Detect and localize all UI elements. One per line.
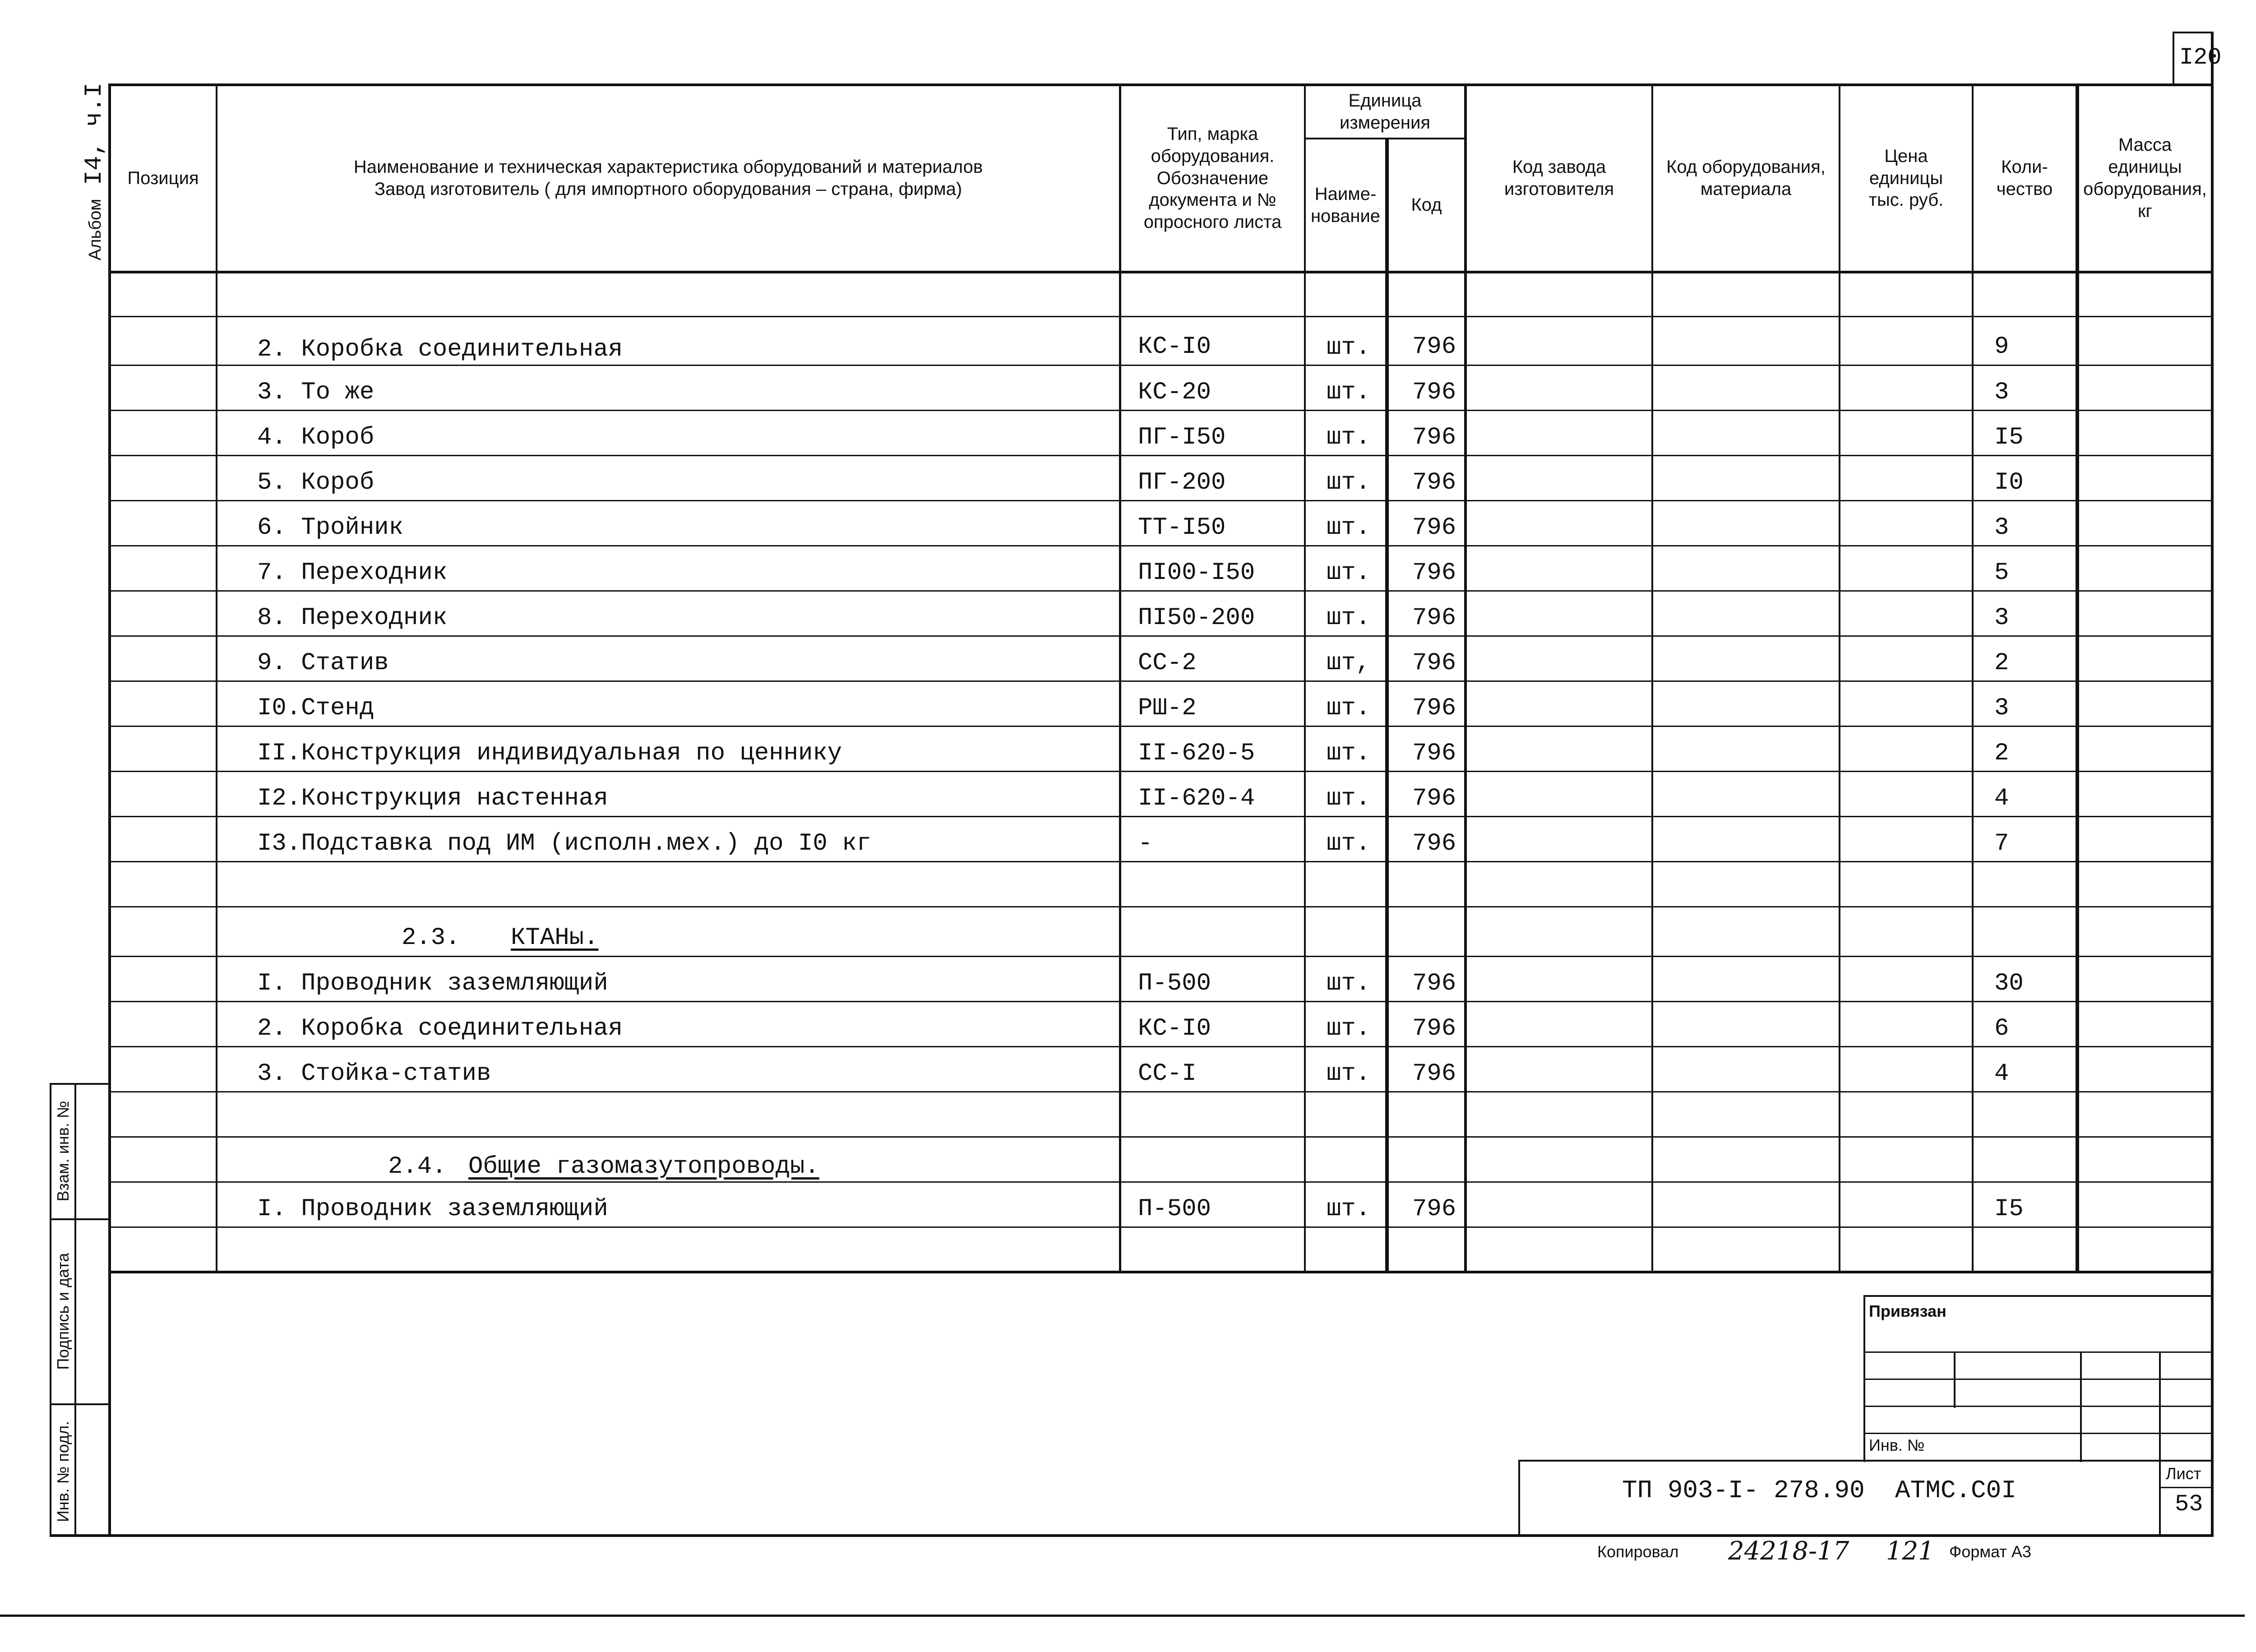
format-label: Формат А3 — [1949, 1542, 2031, 1561]
row-qty: 4 — [1994, 1060, 2009, 1087]
header-type — [1121, 86, 1304, 271]
section-2-4-heading — [388, 1153, 819, 1180]
row-type: СС-2 — [1138, 649, 1197, 677]
header-unit-group-l2: измерения — [1339, 112, 1430, 133]
header-name-line1: Наименование и техническая характеристика оборудований и материалов — [353, 157, 983, 177]
row-rule — [108, 861, 2213, 862]
row-code: 796 — [1412, 970, 1456, 997]
row-qty: 5 — [1994, 559, 2009, 587]
header-type-l1: Тип, марка — [1167, 124, 1258, 144]
row-code: 796 — [1412, 469, 1456, 496]
row-qty: 6 — [1994, 1015, 2009, 1042]
row-type: - — [1138, 830, 1153, 857]
row-qty: I5 — [1994, 424, 2024, 451]
row-rule — [108, 545, 2213, 546]
handwritten-number-2: 121 — [1886, 1536, 1934, 1566]
row-rule — [108, 410, 2213, 411]
title-block-sheet-divider — [2159, 1460, 2161, 1536]
table-bottom-rule — [108, 1271, 2213, 1273]
header-type-l3: Обозначение — [1156, 168, 1269, 188]
row-unit: шт. — [1327, 830, 1371, 857]
row-qty: 3 — [1994, 694, 2009, 722]
row-type: РШ-2 — [1138, 694, 1197, 722]
row-unit: шт. — [1327, 1015, 1371, 1042]
row-qty: 9 — [1994, 333, 2009, 361]
row-type: КС-20 — [1138, 379, 1211, 406]
header-factory-l2: изготовителя — [1504, 179, 1614, 199]
row-qty: 2 — [1994, 649, 2009, 677]
header-qty-l2: чество — [1996, 179, 2053, 199]
header-type-l4: документа и № — [1149, 190, 1276, 210]
row-rule — [108, 590, 2213, 592]
stamp-vzam: Взам. инв. № — [54, 1101, 72, 1202]
row-rule — [108, 500, 2213, 501]
row-qty: I5 — [1994, 1195, 2024, 1223]
title-block-sheet-rule — [2159, 1487, 2213, 1488]
doc-code: ТП 903-I- 278.90 — [1622, 1476, 1865, 1505]
header-unit-group-l1: Единица — [1348, 90, 1422, 111]
doc-mark: АТМС.С0I — [1895, 1476, 2016, 1505]
row-code: 796 — [1412, 514, 1456, 541]
privyazan-col — [1954, 1351, 1956, 1408]
row-rule — [108, 1091, 2213, 1092]
row-qty: 7 — [1994, 830, 2009, 857]
header-equip-l1: Код оборудования, — [1666, 157, 1826, 177]
row-code: 796 — [1412, 424, 1456, 451]
row-qty: 30 — [1994, 970, 2024, 997]
row-name: 9. Статив — [257, 649, 389, 677]
sheet-number: I20 — [2179, 44, 2222, 71]
header-price-l1: Цена — [1884, 146, 1928, 166]
header-unit-code: Код — [1411, 195, 1442, 215]
row-type: П-500 — [1138, 1195, 1211, 1223]
privyazan-inv: Инв. № — [1869, 1436, 1925, 1454]
side-stamp-outer — [50, 1083, 51, 1537]
bottom-rule — [0, 1615, 2245, 1617]
row-rule — [108, 635, 2213, 637]
row-code: 796 — [1412, 649, 1456, 677]
header-factory — [1467, 86, 1651, 271]
row-unit: шт. — [1327, 514, 1371, 541]
row-code: 796 — [1412, 830, 1456, 857]
header-unit-name — [1306, 139, 1385, 271]
row-code: 796 — [1412, 740, 1456, 767]
row-rule — [108, 365, 2213, 366]
row-unit: шт. — [1327, 1195, 1371, 1223]
section-2-3-heading — [402, 924, 598, 952]
header-position: Позиция — [127, 168, 199, 188]
section-2-4-number: 2.4. — [388, 1153, 447, 1180]
row-code: 796 — [1412, 694, 1456, 722]
col-line-unit-name — [1385, 138, 1389, 1273]
row-name: 2. Коробка соединительная — [257, 1015, 623, 1042]
header-price — [1840, 86, 1972, 271]
frame-right — [2211, 32, 2214, 1536]
header-type-l2: оборудования. — [1151, 146, 1275, 166]
sheet-label: Лист — [2166, 1464, 2201, 1483]
row-name: 3. Стойка-статив — [257, 1060, 491, 1087]
row-name: 2. Коробка соединительная — [257, 336, 623, 363]
row-name: I. Проводник заземляющий — [257, 1195, 608, 1223]
section-2-3-title: КТАНы. — [511, 924, 599, 952]
row-type: ТТ-I50 — [1138, 514, 1226, 541]
privyazan-col — [2159, 1351, 2161, 1462]
header-mass — [2079, 86, 2211, 271]
row-rule — [108, 726, 2213, 727]
row-rule — [108, 455, 2213, 456]
header-equipment — [1653, 86, 1839, 271]
title-block-top — [1518, 1460, 2213, 1462]
row-rule — [108, 1046, 2213, 1047]
row-type: КС-I0 — [1138, 1015, 1211, 1042]
handwritten-number: 24218-17 — [1728, 1536, 1849, 1566]
row-name: 5. Короб — [257, 469, 374, 496]
header-unit-group — [1306, 86, 1464, 138]
album-label-text: Альбом — [86, 199, 105, 260]
row-qty: 2 — [1994, 740, 2009, 767]
header-price-l3: тыс. руб. — [1868, 190, 1944, 210]
row-name: I. Проводник заземляющий — [257, 970, 608, 997]
row-unit: шт. — [1327, 604, 1371, 632]
row-unit: шт. — [1327, 334, 1371, 361]
row-unit: шт. — [1327, 559, 1371, 587]
side-stamp-inner — [74, 1083, 76, 1537]
header-mass-l3: оборудования, — [2083, 179, 2207, 199]
row-unit: шт. — [1327, 1060, 1371, 1087]
header-name-line2: Завод изготовитель ( для импортного оборудования – страна, фирма) — [374, 179, 962, 199]
row-code: 796 — [1412, 785, 1456, 812]
section-2-3-number: 2.3. — [402, 924, 460, 952]
header-name — [217, 86, 1119, 271]
album-label — [81, 83, 108, 260]
row-type: ПГ-200 — [1138, 469, 1226, 496]
row-code: 796 — [1412, 379, 1456, 406]
header-type-l5: опросного листа — [1143, 212, 1282, 232]
header-qty-l1: Коли- — [2001, 157, 2048, 177]
row-name: 4. Короб — [257, 424, 374, 451]
row-unit: шт. — [1327, 970, 1371, 997]
row-name: II.Конструкция индивидуальная по ценнику — [257, 740, 842, 767]
row-qty: 3 — [1994, 514, 2009, 541]
row-code: 796 — [1412, 604, 1456, 632]
title-block-left — [1518, 1460, 1520, 1536]
header-price-l2: единицы — [1869, 168, 1943, 188]
row-name: I3.Подставка под ИМ (исполн.мех.) до I0 кг — [257, 830, 872, 857]
row-code: 796 — [1412, 1015, 1456, 1042]
section-2-4-title: Общие газомазутопроводы. — [468, 1153, 819, 1180]
sheet-box-top — [2173, 32, 2213, 33]
header-factory-l1: Код завода — [1512, 157, 1606, 177]
row-rule — [108, 1181, 2213, 1183]
row-type: ПГ-I50 — [1138, 424, 1226, 451]
privyazan-col — [2080, 1351, 2082, 1462]
row-unit: шт. — [1327, 785, 1371, 812]
privyazan-title: Привязан — [1869, 1302, 1946, 1320]
sheet-value: 53 — [2175, 1491, 2203, 1518]
col-line-qty — [2076, 83, 2079, 1273]
sheet-box-left — [2173, 32, 2174, 85]
row-rule — [108, 316, 2213, 317]
row-type: II-620-5 — [1138, 740, 1255, 767]
row-type: П-500 — [1138, 970, 1211, 997]
row-name: I0.Стенд — [257, 694, 374, 722]
row-unit: шт. — [1327, 424, 1371, 451]
row-rule — [108, 816, 2213, 817]
row-unit: шт. — [1327, 740, 1371, 767]
album-value: I4, ч.I — [81, 83, 108, 185]
header-qty — [1974, 86, 2076, 271]
header-mass-l2: единицы — [2108, 157, 2182, 177]
stamp-inv-podl: Инв. № подл. — [54, 1421, 72, 1522]
row-rule — [108, 680, 2213, 682]
row-type: СС-I — [1138, 1060, 1197, 1087]
row-unit: шт. — [1327, 469, 1371, 496]
row-qty: 4 — [1994, 785, 2009, 812]
row-name: 6. Тройник — [257, 514, 404, 541]
header-equip-l2: материала — [1700, 179, 1792, 199]
row-qty: 3 — [1994, 604, 2009, 632]
row-rule — [108, 906, 2213, 907]
row-code: 796 — [1412, 1060, 1456, 1087]
row-unit: шт, — [1327, 649, 1371, 677]
header-mass-l4: кг — [2137, 201, 2153, 221]
row-name: 8. Переходник — [257, 604, 448, 632]
copied-label: Копировал — [1597, 1542, 1679, 1561]
row-code: 796 — [1412, 333, 1456, 361]
row-unit: шт. — [1327, 379, 1371, 406]
row-name: 7. Переходник — [257, 559, 448, 587]
header-bottom-rule — [108, 271, 2213, 273]
row-qty: I0 — [1994, 469, 2024, 496]
row-type: ПI00-I50 — [1138, 559, 1255, 587]
row-code: 796 — [1412, 1195, 1456, 1223]
header-unit-name-l2: нование — [1310, 206, 1381, 226]
privyazan-top — [1863, 1295, 2213, 1297]
frame-left — [108, 83, 111, 1536]
header-mass-l1: Масса — [2118, 135, 2172, 155]
row-rule — [108, 1136, 2213, 1138]
row-type: КС-I0 — [1138, 333, 1211, 361]
row-code: 796 — [1412, 559, 1456, 587]
stamp-podpis: Подпись и дата — [54, 1253, 72, 1370]
row-type: II-620-4 — [1138, 785, 1255, 812]
row-rule — [108, 1226, 2213, 1228]
row-unit: шт. — [1327, 694, 1371, 722]
row-qty: 3 — [1994, 379, 2009, 406]
row-name: 3. То же — [257, 379, 374, 406]
header-unit-name-l1: Наиме- — [1314, 184, 1377, 204]
row-rule — [108, 956, 2213, 957]
row-name: I2.Конструкция настенная — [257, 785, 608, 812]
row-rule — [108, 771, 2213, 772]
row-type: ПI50-200 — [1138, 604, 1255, 632]
row-rule — [108, 1001, 2213, 1002]
